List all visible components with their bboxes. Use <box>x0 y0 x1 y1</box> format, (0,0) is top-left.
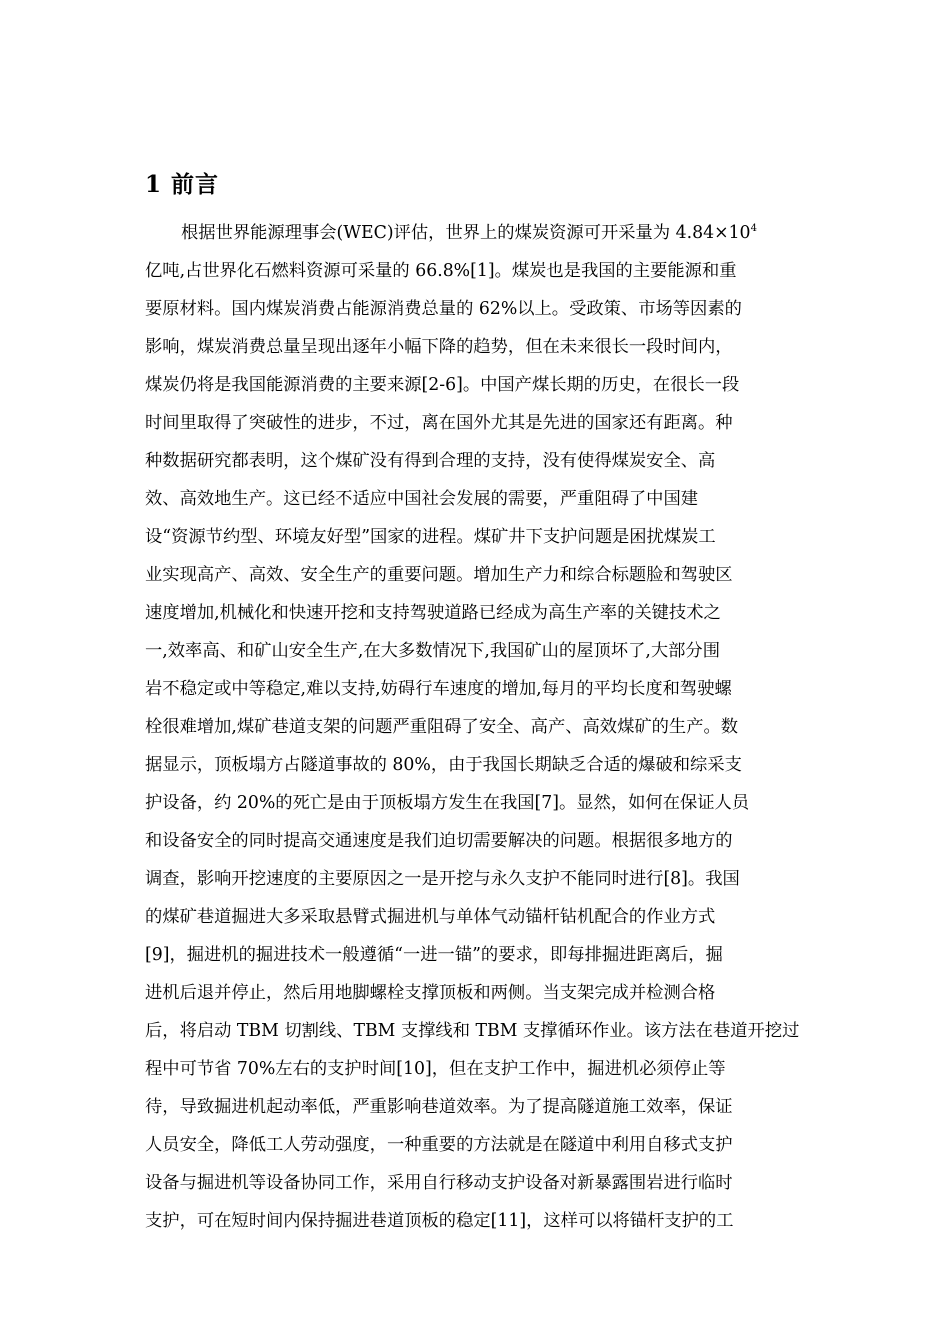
text-line: 和设备安全的同时提高交通速度是我们迫切需要解决的问题。根据很多地方的 <box>145 831 733 851</box>
text-line: 的煤矿巷道掘进大多采取悬臂式掘进机与单体气动锚杆钻机配合的作业方式 <box>145 907 716 927</box>
text-line-content: 根据世界能源理事会(WEC)评估，世界上的煤炭资源可开采量为 4.84×10 <box>181 223 751 243</box>
text-line: 支护，可在短时间内保持掘进巷道顶板的稳定[11]，这样可以将锚杆支护的工 <box>145 1211 734 1231</box>
text-line: 进机后退并停止，然后用地脚螺栓支撑顶板和两侧。当支架完成并检测合格 <box>145 983 716 1003</box>
text-line: 岩不稳定或中等稳定,难以支持,妨碍行车速度的增加,每月的平均长度和驾驶螺 <box>145 679 732 699</box>
text-line: 设备与掘进机等设备协同工作，采用自行移动支护设备对新暴露围岩进行临时 <box>145 1173 733 1193</box>
text-line: 待，导致掘进机起动率低，严重影响巷道效率。为了提高隧道施工效率，保证 <box>145 1097 733 1117</box>
text-line: 业实现高产、高效、安全生产的重要问题。增加生产力和综合标题脸和驾驶区 <box>145 565 733 585</box>
text-line: 护设备，约 20%的死亡是由于顶板塌方发生在我国[7]。显然，如何在保证人员 <box>145 793 750 813</box>
text-line: 设“资源节约型、环境友好型”国家的进程。煤矿井下支护问题是困扰煤炭工 <box>145 527 716 547</box>
text-line: 效、高效地生产。这已经不适应中国社会发展的需要，严重阻碍了中国建 <box>145 489 699 509</box>
section-heading: 1 前言 <box>145 171 220 198</box>
text-line: 煤炭仍将是我国能源消费的主要来源[2-6]。中国产煤长期的历史，在很长一段 <box>145 375 740 395</box>
text-line <box>145 214 807 252</box>
text-line: 一,效率高、和矿山安全生产,在大多数情况下,我国矿山的屋顶坏了,大部分围 <box>145 641 720 661</box>
text-line: 种数据研究都表明，这个煤矿没有得到合理的支持，没有使得煤炭安全、高 <box>145 451 716 471</box>
text-line: 亿吨,占世界化石燃料资源可采量的 66.8%[1]。煤炭也是我国的主要能源和重 <box>145 261 737 281</box>
text-line: 人员安全，降低工人劳动强度，一种重要的方法就是在隧道中利用自移式支护 <box>145 1135 733 1155</box>
text-line: [9]，掘进机的掘进技术一般遵循“一进一锚”的要求，即每排掘进距离后，掘 <box>145 945 723 965</box>
text-line: 调查，影响开挖速度的主要原因之一是开挖与永久支护不能同时进行[8]。我国 <box>145 869 740 889</box>
text-line: 时间里取得了突破性的进步，不过，离在国外尤其是先进的国家还有距离。种 <box>145 413 733 433</box>
exponent: 4 <box>750 223 757 235</box>
text-line: 影响，煤炭消费总量呈现出逐年小幅下降的趋势，但在未来很长一段时间内， <box>145 337 733 357</box>
text-line: 据显示，顶板塌方占隧道事故的 80%，由于我国长期缺乏合适的爆破和综采支 <box>145 755 742 775</box>
body-text <box>145 214 807 1240</box>
text-line: 速度增加,机械化和快速开挖和支持驾驶道路已经成为高生产率的关键技术之 <box>145 603 721 623</box>
text-line: 要原材料。国内煤炭消费占能源消费总量的 62%以上。受政策、市场等因素的 <box>145 299 742 319</box>
text-line: 栓很难增加,煤矿巷道支架的问题严重阻碍了安全、高产、高效煤矿的生产。数 <box>145 717 739 737</box>
text-line: 程中可节省 70%左右的支护时间[10]，但在支护工作中，掘进机必须停止等 <box>145 1059 726 1079</box>
text-line: 后，将启动 TBM 切割线、TBM 支撑线和 TBM 支撑循环作业。该方法在巷道开挖过 <box>145 1021 800 1041</box>
